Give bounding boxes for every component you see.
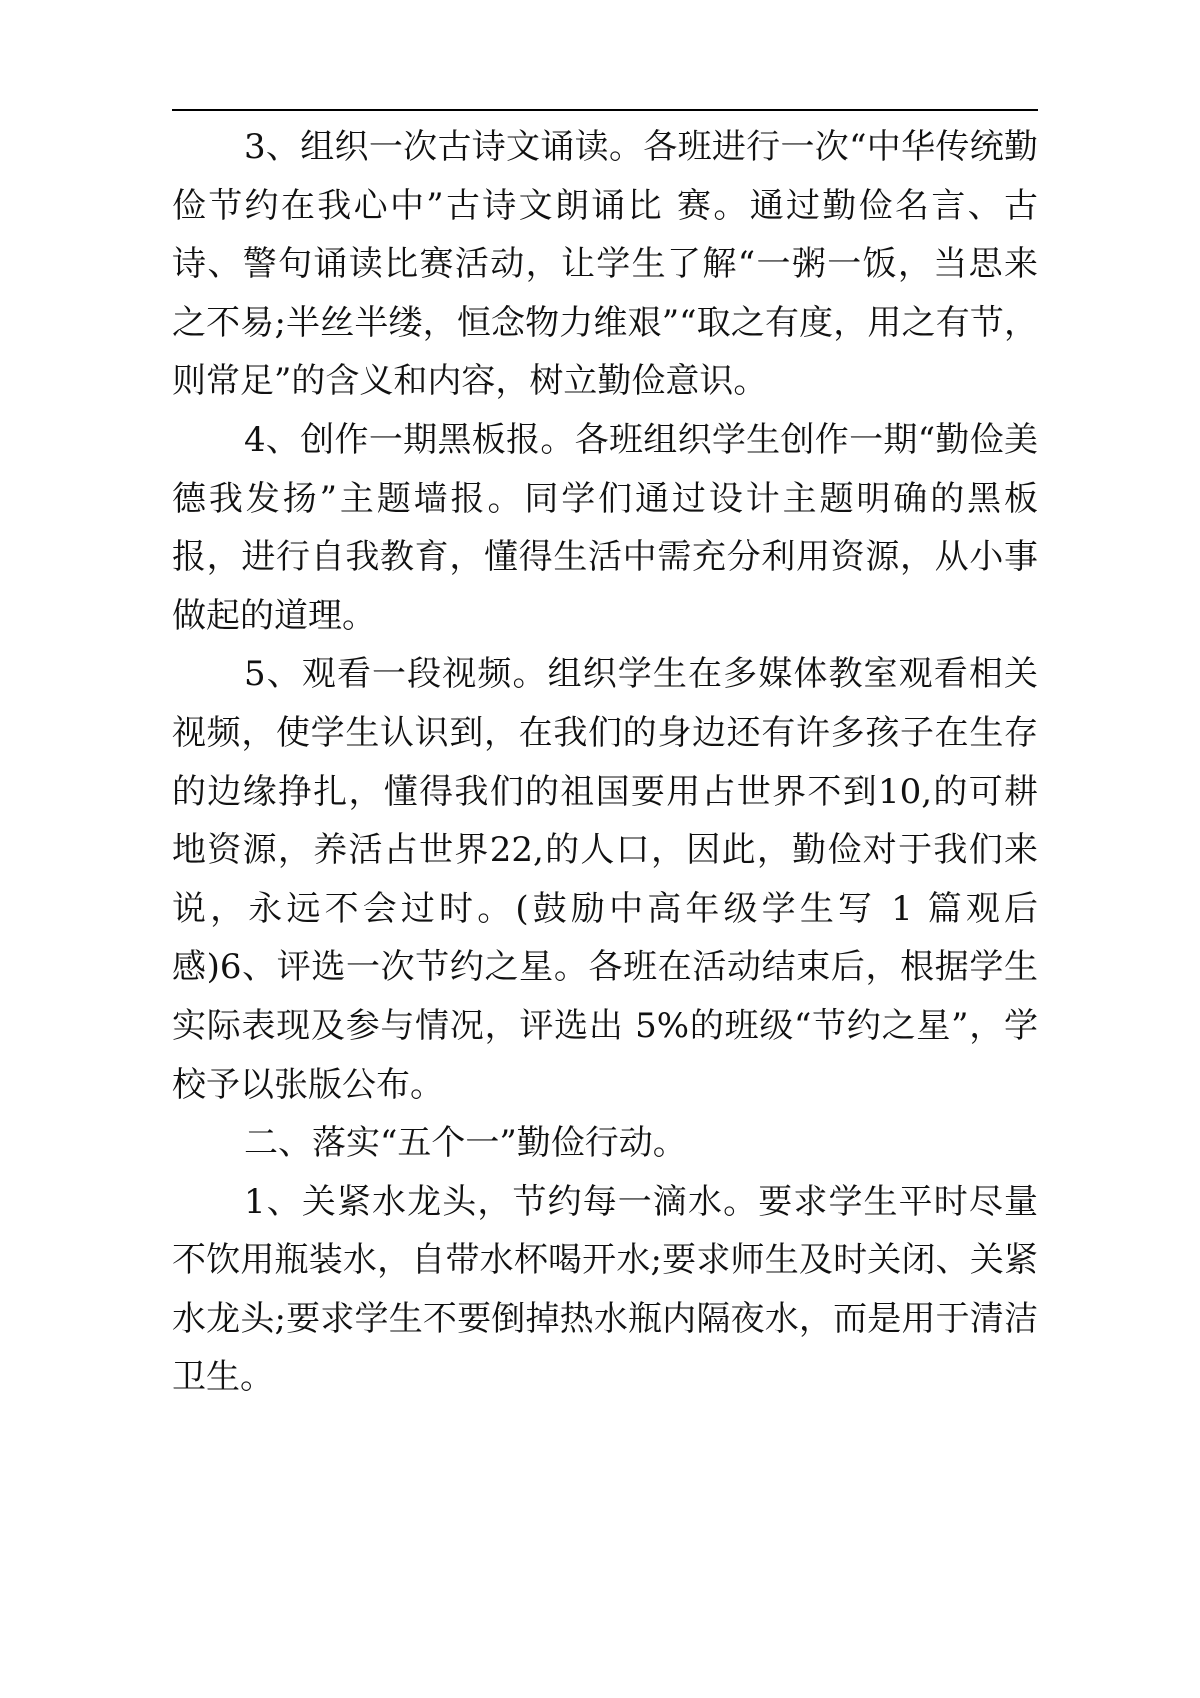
- paragraph-item-4-blackboard: 4、创作一期黑板报。各班组织学生创作一期“勤俭美德我发扬”主题墙报。同学们通过设计主题明确的黑板报，进行自我教育，懂得生活中需充分利用资源，从小事做起的道理。: [172, 419, 1038, 636]
- section-heading-two: 二、落实“五个一”勤俭行动。: [244, 1123, 687, 1164]
- document-body: [172, 118, 1038, 1407]
- paragraph-item-1-water: 1、关紧水龙头，节约每一滴水。要求学生平时尽量不饮用瓶装水，自带水杯喝开水;要求师生及时关闭、关紧水龙头;要求学生不要倒掉热水瓶内隔夜水，而是用于清洁卫生。: [172, 1181, 1039, 1398]
- header-rule: [172, 109, 1038, 111]
- paragraph-item-3-recitation: 3、组织一次古诗文诵读。各班进行一次“中华传统勤俭节约在我心中”古诗文朗诵比 赛。通过勤俭名言、古诗、警句诵读比赛活动，让学生了解“一粥一饭，当思来之不易;半丝半缕，恒念物力维艰”“取之有度，用之有节，则常足”的含义和内容，树立勤俭意识。: [172, 127, 1038, 402]
- paragraph-item-5-video: 5、观看一段视频。组织学生在多媒体教室观看相关视频，使学生认识到，在我们的身边还有许多孩子在生存的边缘挣扎，懂得我们的祖国要用占世界不到10,的可耕地资源，养活占世界22,的人口，因此，勤俭对于我们来说，永远不会过时。(鼓励中高年级学生写 1 篇观后感)6、评选一次节约之星。各班在活动结束后，根据学生实际表现及参与情况，评选出 5%的班级“节约之星”，学校予以张版公布。: [172, 654, 1038, 1105]
